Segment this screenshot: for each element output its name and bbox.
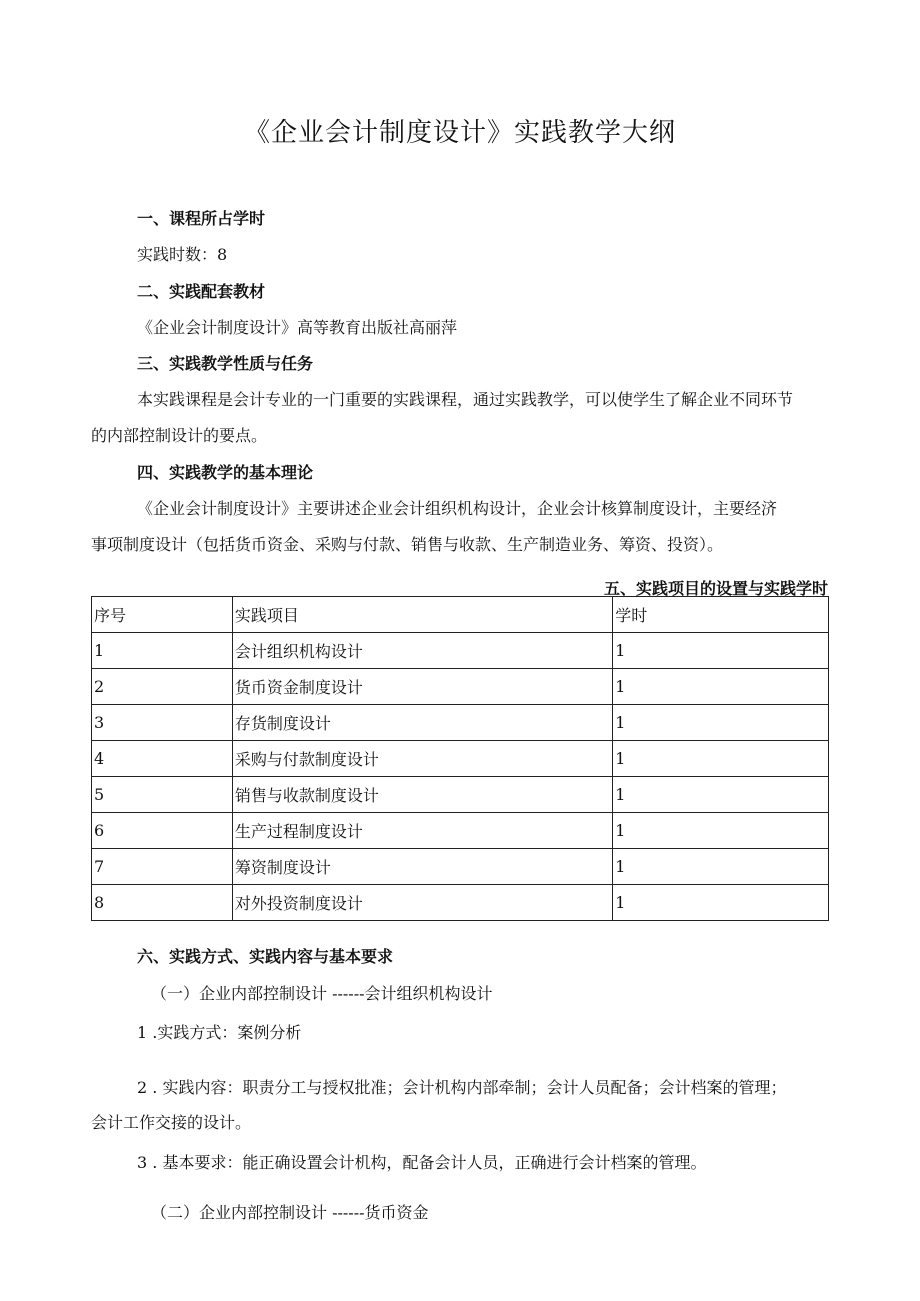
cell-hours: 1 [613,849,829,885]
section-2-heading: 二、实践配套教材 [137,282,266,301]
section-3-line-1: 本实践课程是会计专业的一门重要的实践课程，通过实践教学，可以使学生了解企业不同环节 [137,390,794,409]
section-1-heading: 一、课程所占学时 [137,209,266,228]
subsection-1-title: （一）企业内部控制设计 ------会计组织机构设计 [151,984,493,1003]
section-4-line-1: 《企业会计制度设计》主要讲述企业会计组织机构设计，企业会计核算制度设计，主要经济 [137,499,778,518]
cell-item: 采购与付款制度设计 [232,741,612,777]
item-2-content-line-2: 会计工作交接的设计。 [91,1113,252,1132]
header-cell-hours: 学时 [613,597,829,633]
cell-hours: 1 [613,813,829,849]
cell-hours: 1 [613,633,829,669]
section-6-heading: 六、实践方式、实践内容与基本要求 [137,947,394,966]
table-row [92,777,829,813]
section-2-text: 《企业会计制度设计》高等教育出版社高丽萍 [137,318,458,337]
cell-number: 3 [92,705,233,741]
cell-item: 货币资金制度设计 [232,669,612,705]
table-row [92,705,829,741]
table-row [92,741,829,777]
cell-number: 6 [92,813,233,849]
section-1-text: 实践时数：8 [137,245,228,264]
cell-number: 8 [92,885,233,921]
section-4-heading: 四、实践教学的基本理论 [137,463,314,482]
cell-item: 生产过程制度设计 [232,813,612,849]
cell-hours: 1 [613,885,829,921]
item-1-method: 1 .实践方式：案例分析 [137,1023,302,1042]
section-3-line-2: 的内部控制设计的要点。 [91,426,268,445]
section-5-heading: 五、实践项目的设置与实践学时 [603,579,828,598]
practice-items-table [91,596,829,921]
cell-hours: 1 [613,777,829,813]
document-title: 《企业会计制度设计》实践教学大纲 [243,118,676,148]
cell-hours: 1 [613,705,829,741]
cell-number: 2 [92,669,233,705]
cell-number: 1 [92,633,233,669]
cell-hours: 1 [613,669,829,705]
table-row [92,669,829,705]
cell-number: 5 [92,777,233,813]
cell-item: 对外投资制度设计 [232,885,612,921]
table-header-row [92,597,829,633]
cell-item: 销售与收款制度设计 [232,777,612,813]
section-4-line-2: 事项制度设计（包括货币资金、采购与付款、销售与收款、生产制造业务、筹资、投资）。 [91,535,724,554]
cell-number: 4 [92,741,233,777]
table-row [92,885,829,921]
subsection-2-title: （二）企业内部控制设计 ------货币资金 [151,1203,429,1222]
item-3-requirements: 3 . 基本要求：能正确设置会计机构，配备会计人员，正确进行会计档案的管理。 [137,1153,707,1172]
table-row [92,633,829,669]
header-cell-item: 实践项目 [232,597,612,633]
cell-item: 存货制度设计 [232,705,612,741]
table-row [92,849,829,885]
cell-hours: 1 [613,741,829,777]
item-2-content-line-1: 2 . 实践内容：职责分工与授权批准；会计机构内部牵制；会计人员配备；会计档案的管理； [137,1078,787,1097]
cell-item: 会计组织机构设计 [232,633,612,669]
header-cell-number: 序号 [92,597,233,633]
cell-item: 筹资制度设计 [232,849,612,885]
cell-number: 7 [92,849,233,885]
table-row [92,813,829,849]
section-3-heading: 三、实践教学性质与任务 [137,354,314,373]
